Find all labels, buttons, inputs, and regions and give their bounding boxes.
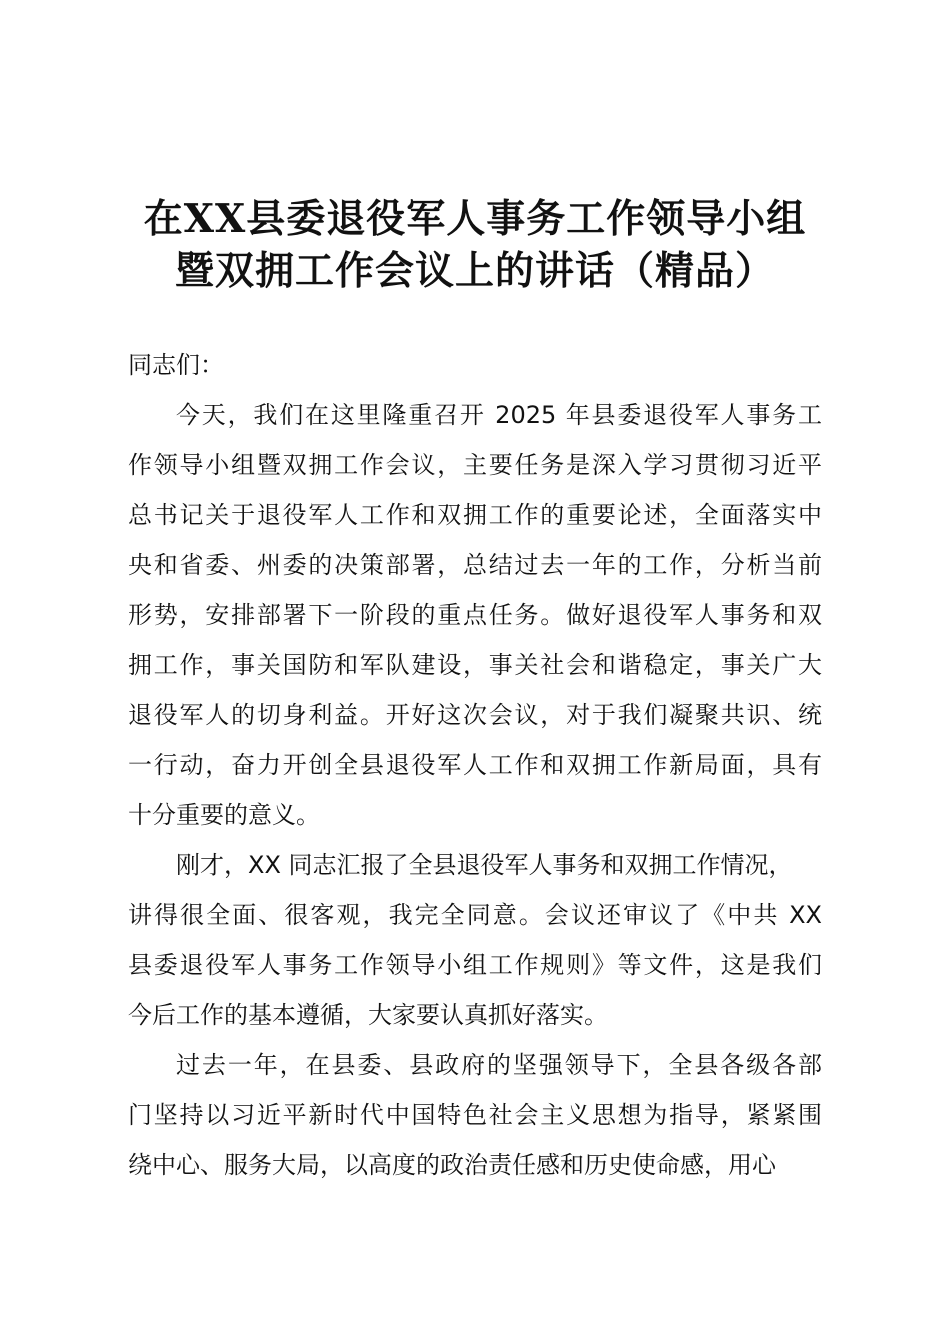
- document-body: [128, 340, 822, 1190]
- paragraph-line: 退役军人的切身利益。开好这次会议，对于我们凝聚共识、统: [128, 701, 822, 729]
- paragraph-line: 县委退役军人事务工作领导小组工作规则》等文件，这是我们: [128, 951, 822, 979]
- paragraph-line: 今天，我们在这里隆重召开 2025 年县委退役军人事务工: [176, 401, 822, 429]
- paragraph-line: 总书记关于退役军人工作和双拥工作的重要论述，全面落实中: [128, 501, 822, 529]
- paragraph-line: 作领导小组暨双拥工作会议，主要任务是深入学习贯彻习近平: [128, 451, 822, 479]
- paragraph-line: 绕中心、服务大局，以高度的政治责任感和历史使命感，用心: [128, 1151, 776, 1179]
- paragraph-line: 十分重要的意义。: [128, 801, 320, 829]
- paragraph-line: 讲得很全面、很客观，我完全同意。会议还审议了《中共 XX: [128, 901, 822, 929]
- paragraph-line: 央和省委、州委的决策部署，总结过去一年的工作，分析当前: [128, 551, 822, 579]
- paragraph-line: 一行动，奋力开创全县退役军人工作和双拥工作新局面，具有: [128, 751, 822, 779]
- salutation: 同志们：: [128, 351, 224, 379]
- paragraph-line: 今后工作的基本遵循，大家要认真抓好落实。: [128, 1001, 608, 1029]
- document-title-line-2: 暨双拥工作会议上的讲话（精品）: [174, 248, 775, 294]
- paragraph-line: 拥工作，事关国防和军队建设，事关社会和谐稳定，事关广大: [128, 651, 822, 679]
- paragraph-line: 形势，安排部署下一阶段的重点任务。做好退役军人事务和双: [128, 601, 822, 629]
- paragraph-line: 过去一年，在县委、县政府的坚强领导下，全县各级各部: [176, 1051, 822, 1079]
- document-title-line-1: 在XX县委退役军人事务工作领导小组: [143, 196, 807, 242]
- paragraph-line: 刚才，XX 同志汇报了全县退役军人事务和双拥工作情况，: [176, 851, 793, 879]
- paragraph-line: 门坚持以习近平新时代中国特色社会主义思想为指导，紧紧围: [128, 1101, 822, 1129]
